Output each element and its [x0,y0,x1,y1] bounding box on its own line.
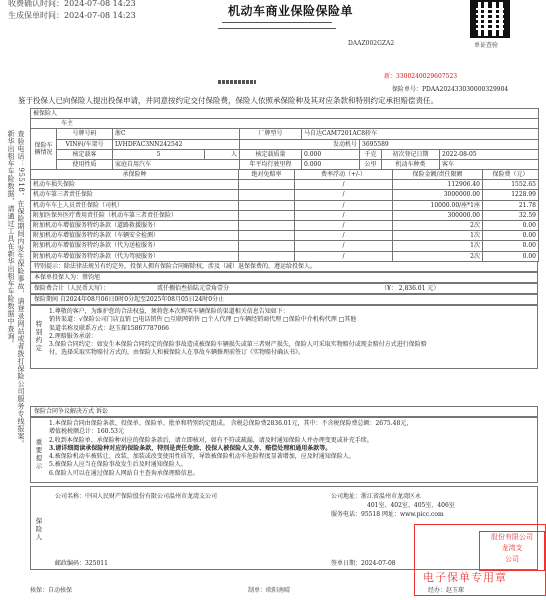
side-note-left-2: 查验电话：95518，在保险期间内发生保险事故，请登录网站或者拨打保险公司服务专线报案。 [17,130,25,448]
special-agreement [30,305,538,369]
handwritten-mark [218,80,256,84]
coverage-float: / [295,190,393,200]
sign-date: 签单日期：2024-07-08 [331,560,396,567]
table-row [31,241,539,251]
coverage-premium: 1552.65 [483,180,539,190]
coverage-name: 附加机动车增值服务特约条款（道路救援服务） [31,220,239,230]
postcode: 邮政编码：325011 [55,560,108,567]
table-row [31,180,539,190]
coverage-table [30,169,539,262]
coverage-float: / [295,220,393,230]
seal-text: 股份有限公司 龙湾支 公司 [479,531,545,571]
important-notice-label: 重要提示 [35,438,43,470]
vehicle-table [30,108,539,170]
premium-total-number: （¥： 2,836.01 元） [381,285,440,292]
special-agreement-label: 特别约定 [35,320,43,352]
side-note-left: 新华出租车车险数据，请通过工具在新华出租车车险数据中查询。 [7,130,15,348]
table-row [31,190,539,200]
coverage-amount: 10000.00/座*1座 [393,200,483,210]
coverage-float: / [295,180,393,190]
usage-value: 家庭自用汽车 [113,159,240,169]
coverage-premium: 32.59 [483,210,539,220]
coverage-deductible [239,251,295,261]
coverage-float: / [295,210,393,220]
coverage-name: 附加机动车增值服务特约条款（代为驾驶服务） [31,251,239,261]
coverage-float: / [295,251,393,261]
special-line: 付，选择采取实物赔付方式的，由保险人和被保险人在事故车辆修理前签订《实物赔付确认书》。 [49,349,305,357]
special-notice: 特别提示：除法律法规另有约定外，投保人拥有保险合同解除权，涉及（减）退保保费的，遵运给投保人。 [30,261,538,272]
col-amount: 保险金额/责任限额 [393,170,483,180]
vin-value: LVHDFAC3NN242542 [113,139,240,149]
serial-number: 新：3300240029607523 [384,73,458,80]
coverage-amount: 300000.00 [393,210,483,220]
notice-line: 6.保险人可以在通过保险人网站自主查询承保理赔信息。 [49,469,199,477]
premium-total-words: 贰仟捌佰叁拾陆元壹角壹分 [157,285,230,292]
company-website: 服务电话：95518 网址：www.picc.com [331,511,444,518]
regdate-label: 初次登记日期 [382,149,440,159]
plate-value: 浙C [113,129,240,139]
regdate-value: 2022-08-05 [440,149,539,159]
qr-code[interactable] [470,0,510,38]
table-row [31,210,539,220]
notice-line: 5.被保险人应当在保险事故发生后及时通知保险人。 [49,461,187,469]
coverage-deductible [239,210,295,220]
seats-label: 核定载客 [57,149,113,159]
special-line: 3.保险合同约定：如发生本保险合同约定的保险事故造成被保险车辆损失或第三者财产损失，保险人可采取实物赔付或现金赔付方式进行保险赔 [49,341,427,349]
vin-label: VIN码/车架号 [57,139,113,149]
coverage-name: 机动车车上人员责任保险（司机） [31,200,239,210]
footer-maker: 制单：欧阳南晴 [248,587,291,594]
usage-label: 使用性质 [57,159,113,169]
plate-label: 号牌号码 [57,129,113,139]
special-line: 2.理赔服务承诺： [49,332,97,340]
col-premium: 保险费（元） [483,170,539,180]
insurer-label: 保险人 [35,517,43,541]
seal-title: 电子保单专用章 [423,571,507,584]
vehicle-section-label: 保险车辆情况 [31,129,57,170]
seats-value: 5 [113,149,205,159]
coverage-name: 附加机动车增值服务特约条款（车辆安全检测） [31,231,239,241]
coverage-float: / [295,200,393,210]
coverage-amount: 1次 [393,231,483,241]
table-row [31,200,539,210]
coverage-float: / [295,231,393,241]
notice-line: 2.收到本保险单、承保险种对应的保险条款后，请立即核对，如有不符或疏漏，请及时通知保险人并办理变更或补充手续。 [49,436,373,444]
mass-value: 0.000 [302,149,360,159]
company-address: 公司地址：浙江省温州市龙湾区永 [331,493,422,500]
insurance-period: 保险期间 自2024年08月06日0时0分起至2025年08月05日24时0分止 [30,294,538,305]
coverage-deductible [239,180,295,190]
company-address-2: 401室、402室、405室、406室 [367,502,455,509]
policy-number: 保险单号：PDAA202433030000329904 [392,86,509,93]
special-line: 销售渠道：√保险公司门店直销 □电话销售 □互联网销售 □个人代理 □车辆经销商代理 □保险中介机构代理 □其他 [49,316,357,324]
mileage-value: 0.000 [302,159,360,169]
mass-unit: 千克 [360,149,382,159]
effective-time: 生成保单时间：2024-07-08 14:23 [8,11,136,20]
table-row [31,251,539,261]
coverage-premium: 21.78 [483,200,539,210]
notice-line: 3.请详细阅读承保险种对应的保险条款，特别是责任免除、投保人被保险人义务、赔偿处理和通用条款等。 [49,444,332,452]
model-label: 厂牌型号 [240,129,302,139]
mileage-unit: 公里 [360,159,382,169]
holder-line: 本保单投保人为：蔡钧旭 [30,272,538,283]
coverage-deductible [239,190,295,200]
intro-text: 鉴于投保人已向保险人提出投保申请，并同意按约定交付保险费，保险人依照承保险种及其对应条款和特别约定承担赔偿责任。 [18,96,438,105]
seats-unit: 人 [205,149,240,159]
coverage-name: 机动车损失保险 [31,180,239,190]
coverage-amount: 2次 [393,251,483,261]
coverage-deductible [239,200,295,210]
col-coverage: 承保险种 [31,170,239,180]
col-deductible: 绝对免赔率 [239,170,295,180]
table-row [31,220,539,230]
title-underline-2 [218,28,336,29]
coverage-amount: 112906.40 [393,180,483,190]
table-row [31,231,539,241]
notice-line: 增值税税额总计：160.53元 [49,428,124,436]
important-notice [30,417,538,483]
vehicle-type-value: 客车 [440,159,539,169]
coverage-premium: 0.00 [483,231,539,241]
footer-checker: 核保：自动核保 [30,587,73,594]
coverage-amount: 3000000.00 [393,190,483,200]
special-line: 1.尊敬的客户，为维护您的合法权益，须将您本次购买车辆保险的渠道相关信息告知如下： [49,308,289,315]
notice-line: 4.被保险机动车被转让、改装、加装或改变使用性质等，导致被保险机动车危险程度显著增加，应及时通知保险人。 [49,453,355,461]
form-code: DAAZ002GZA2 [348,40,395,47]
engine-label: 发动机号 [240,139,360,149]
footer-agent: 经办：赵玉琛 [428,587,465,594]
title-underline [222,22,332,23]
company-name: 公司名称：中国人民财产保险股份有限公司温州市龙湾支公司 [55,493,218,500]
vehicle-type-label: 机动车种类 [382,159,440,169]
coverage-premium: 1228.99 [483,190,539,200]
model-value: 马自达CAM7201AC8轿车 [302,129,539,139]
owner-label: 车主 [31,119,539,129]
col-float: 费率浮动（+/-） [295,170,393,180]
premium-total-label: 保险费合计（人民币大写）： [34,285,110,292]
coverage-premium: 0.00 [483,251,539,261]
coverage-name: 机动车第三者责任保险 [31,190,239,200]
special-line: 渠道名称及联系方式：赵玉琛15867787066 [49,324,169,332]
coverage-deductible [239,241,295,251]
mass-label: 核定载质量 [240,149,302,159]
dispute-resolution: 保险合同争议解决方式 诉讼 [30,406,538,417]
coverage-deductible [239,231,295,241]
coverage-amount: 2次 [393,220,483,230]
qr-label: 单证查验 [474,42,499,49]
premium-total-row [30,283,538,294]
notice-line: 1.本保险合同由保险条款、投保单、保险单、批单和特别约定组成。 含税总保险费2836.01元，其中：不含税保险费总额：2675.48元， [49,420,413,427]
coverage-name: 附加机动车增值服务特约条款（代为送检服务） [31,241,239,251]
coverage-deductible [239,220,295,230]
coverage-amount: 1次 [393,241,483,251]
mileage-label: 年平均行驶里程 [240,159,302,169]
page-title: 机动车商业保险保险单 [228,4,354,18]
confirm-time: 收费确认时间：2024-07-08 14:23 [8,0,136,8]
coverage-premium: 0.00 [483,241,539,251]
engine-value: 3695589 [360,139,539,149]
coverage-premium: 0.00 [483,220,539,230]
insured-label: 被保险人 [31,109,539,119]
coverage-float: / [295,241,393,251]
coverage-name: 附加医保外医疗费用责任险（机动车第三者责任保险） [31,210,239,220]
